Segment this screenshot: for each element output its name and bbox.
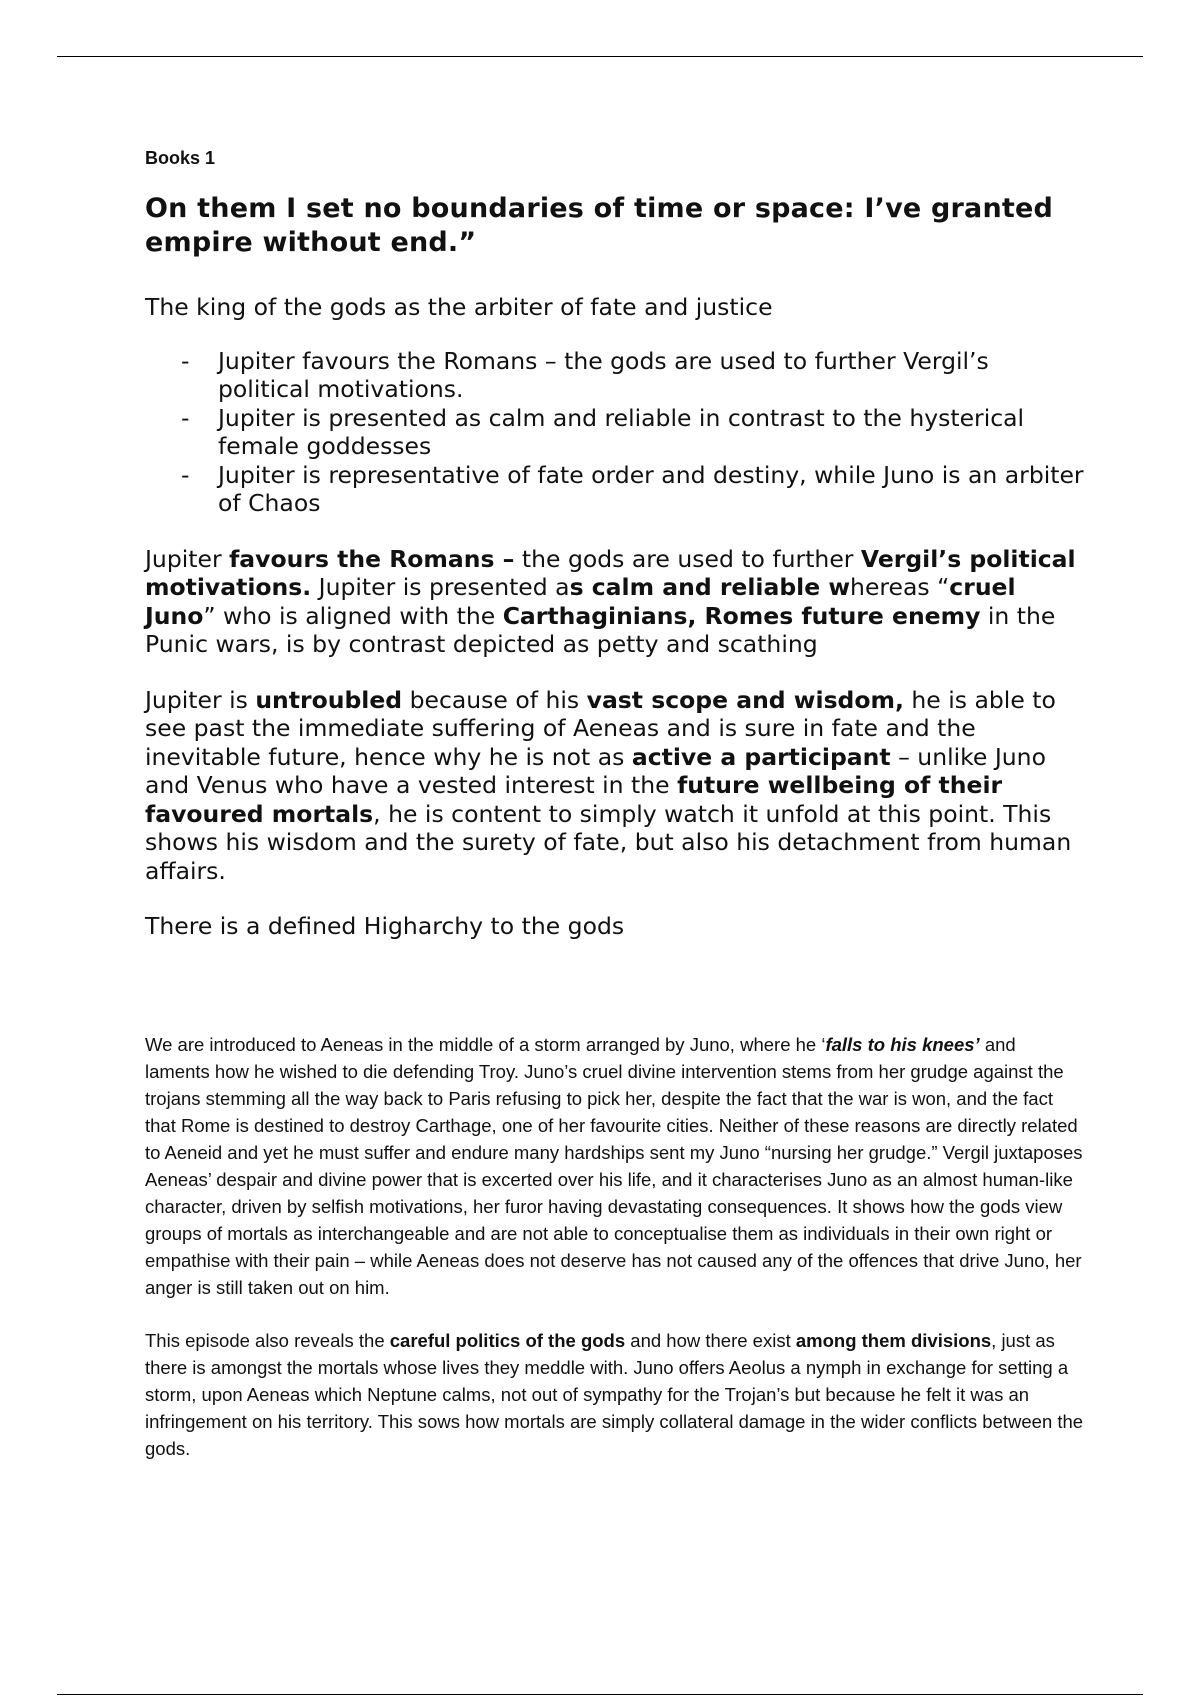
text-run: We are introduced to Aeneas in the middle of a storm arranged by Juno, where he ‘ <box>145 1033 826 1055</box>
text-run: in the Punic wars, is by contrast depicted as petty and scathing <box>145 601 1056 658</box>
text-run: the gods are used to further <box>514 544 861 573</box>
bold-run: Carthaginians, Romes future enemy <box>502 601 981 630</box>
bold-run: cruel Juno <box>145 573 1016 630</box>
text-run: ” who is aligned with the <box>203 601 503 630</box>
list-item <box>145 404 1085 461</box>
page-bottom-rule <box>57 1694 1143 1695</box>
bold-run: future wellbeing of their favoured mortals <box>145 771 1003 828</box>
bold-run: favours the Romans – <box>229 544 515 573</box>
list-item-text: Jupiter is representative of fate order and destiny, while Juno is an arbiter of Chaos <box>218 460 1084 517</box>
dash-marker: - <box>181 403 190 432</box>
bold-run: s calm and reliable w <box>569 573 851 601</box>
bold-run <box>825 1034 979 1055</box>
bullet-list <box>145 347 1085 518</box>
paragraph-aeneas-storm <box>145 1031 1085 1301</box>
text-run: Jupiter is <box>145 685 256 714</box>
paragraph-jupiter-untroubled <box>145 686 1085 886</box>
quote-title: On them I set no boundaries of time or space: I’ve granted empire without end.” <box>145 193 1054 258</box>
text-run: hereas “ <box>850 573 950 601</box>
list-item <box>145 347 1085 404</box>
subtitle: The king of the gods as the arbiter of fate and justice <box>145 293 773 321</box>
paragraph-hierarchy: There is a defined Higharchy to the gods <box>145 912 625 940</box>
list-item <box>145 461 1085 518</box>
section-heading: Books 1 <box>145 148 216 168</box>
dash-marker: - <box>181 346 190 375</box>
text-run: , he is content to simply watch it unfold at this point. This shows his wisdom and the surety of fate, but also his detachment from human affairs. <box>145 799 1072 885</box>
bold-italic-run: falls to his knees’ <box>825 1033 980 1055</box>
text-run: – unlike Juno and Venus who have a vested interest in the <box>145 742 1046 799</box>
bold-run: vast scope and wisdom, <box>586 685 904 714</box>
bold-run: active a participant <box>631 742 891 771</box>
dash-marker: - <box>181 460 190 489</box>
bold-run: untroubled <box>255 685 403 714</box>
page-top-rule <box>57 56 1143 57</box>
list-item-text: Jupiter is presented as calm and reliable in contrast to the hysterical female goddesses <box>218 403 1025 460</box>
bold-run: among them divisions <box>795 1329 992 1351</box>
text-run: Jupiter <box>145 544 230 573</box>
bold-run: careful politics of the gods <box>389 1329 626 1351</box>
document-body <box>145 146 1085 1462</box>
text-run: he is able to see past the immediate suffering of Aeneas and is sure in fate and the inevitable future, hence why he is not as <box>145 685 1056 771</box>
paragraph-politics-of-gods <box>145 1327 1085 1462</box>
text-run: This episode also reveals the <box>145 1329 390 1351</box>
text-run: and how there exist <box>625 1329 796 1351</box>
bold-run: Vergil’s political motivations. <box>145 544 1076 601</box>
paragraph-jupiter-romans <box>145 545 1085 659</box>
text-run: Jupiter is presented a <box>311 573 570 601</box>
text-run: , just as there is amongst the mortals whose lives they meddle with. Juno offers Aeolus a nymph in exchange for setting a storm, upon Aeneas which Neptune calms, not out of sympathy for the Trojan’s but because he felt it was an infringement on his territory. This sows how mortals are simply collateral damage in the wider conflicts between the gods. <box>145 1329 1084 1459</box>
text-run: and laments how he wished to die defending Troy. Juno’s cruel divine intervention stems from her grudge against the trojans stemming all the way back to Paris refusing to pick her, despite the fact that the war is won, and the fact that Rome is destined to destroy Carthage, one of her favourite cities. Neither of these reasons are directly related to Aeneid and yet he must suffer and endure many hardships sent my Juno “nursing her grudge.” Vergil juxtaposes Aeneas’ despair and divine power that is excerted over his life, and it characterises Juno as an almost human-like character, driven by selfish motivations, her furor having devastating consequences. It shows how the gods view groups of mortals as interchangeable and are not able to conceptualise them as individuals in their own right or empathise with their pain – while Aeneas does not deserve has not caused any of the offences that drive Juno, her anger is still taken out on him. <box>145 1033 1083 1298</box>
text-run: because of his <box>402 685 587 714</box>
list-item-text: Jupiter favours the Romans – the gods are used to further Vergil’s political motivations. <box>218 346 989 403</box>
